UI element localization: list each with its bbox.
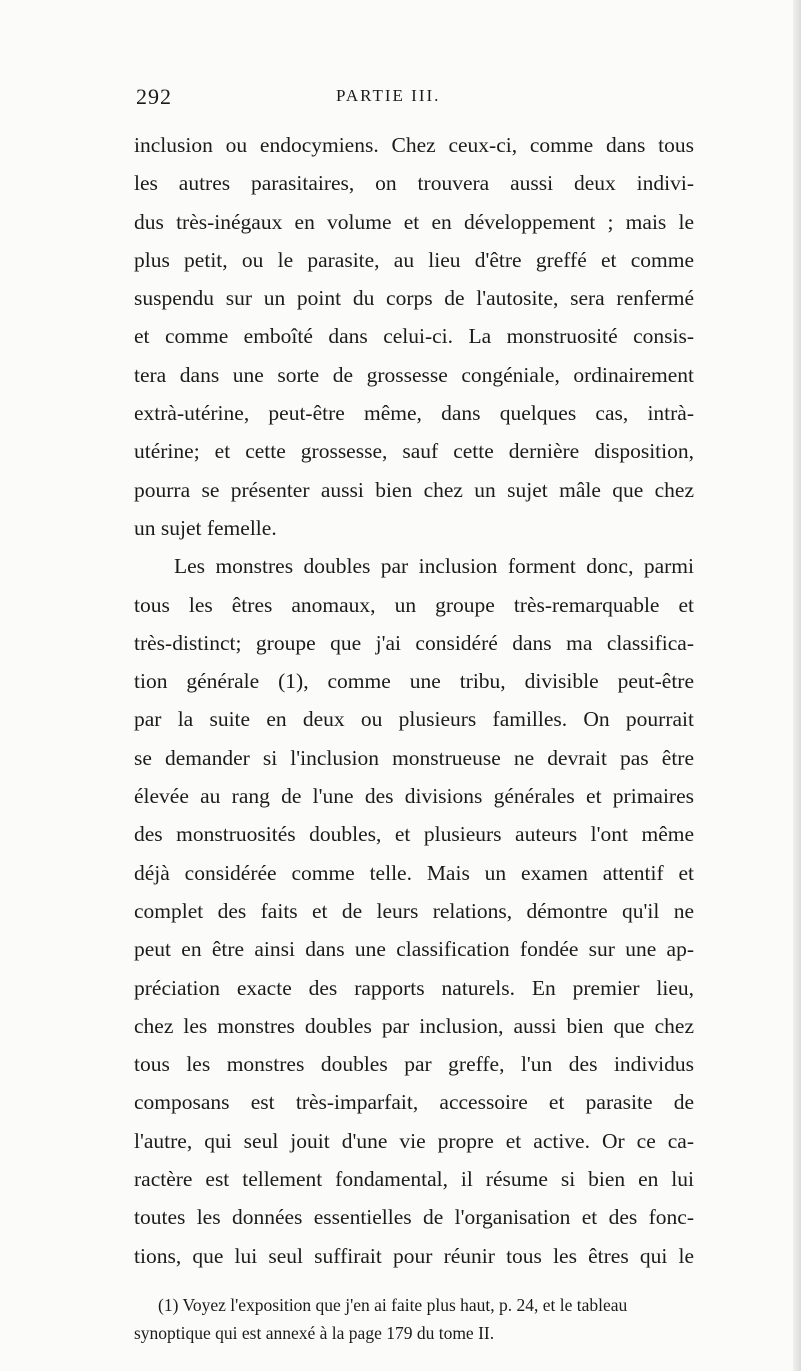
text-line: ractère est tellement fondamental, il résume si bien en lui [134,1167,694,1192]
text-line: toutes les données essentielles de l'organisation et des fonc- [134,1205,694,1230]
text-line: tous les monstres doubles par greffe, l'un des individus [134,1052,694,1077]
text-line: un sujet femelle. [134,515,277,540]
text-line: et comme emboîté dans celui-ci. La monstruosité consis- [134,324,694,349]
text-line: élevée au rang de l'une des divisions générales et primaires [134,784,694,809]
text-line: plus petit, ou le parasite, au lieu d'être greffé et comme [134,247,694,272]
text-line: déjà considérée comme telle. Mais un examen attentif et [134,860,694,885]
page-edge-shadow [793,0,801,1371]
text-line: des monstruosités doubles, et plusieurs auteurs l'ont même [134,822,694,847]
paragraph-1 [134,126,694,547]
body-text [134,126,694,1275]
text-line: les autres parasitaires, on trouvera aussi deux indivi- [134,171,694,196]
text-line: Les monstres doubles par inclusion forment donc, parmi [174,554,694,579]
footnote [134,1291,694,1347]
text-line: préciation exacte des rapports naturels. En premier lieu, [134,975,694,1000]
text-line: se demander si l'inclusion monstrueuse ne devrait pas être [134,745,694,770]
text-line: utérine; et cette grossesse, sauf cette dernière disposition, [134,439,694,464]
page-number: 292 [136,84,172,109]
text-line: tion générale (1), comme une tribu, divisible peut-être [134,669,694,694]
text-line: par la suite en deux ou plusieurs familles. On pourrait [134,707,694,732]
text-line: dus très-inégaux en volume et en développement ; mais le [134,209,694,234]
running-head: PARTIE III. [336,86,441,105]
text-line: suspendu sur un point du corps de l'autosite, sera renfermé [134,286,694,311]
text-line: composans est très-imparfait, accessoire et parasite de [134,1090,694,1115]
text-line: très-distinct; groupe que j'ai considéré dans ma classifica- [134,630,694,655]
text-line: tera dans une sorte de grossesse congéniale, ordinairement [134,362,694,387]
text-line: l'autre, qui seul jouit d'une vie propre et active. Or ce ca- [134,1128,694,1153]
footnote-line: synoptique qui est annexé à la page 179 du tome II. [134,1323,495,1343]
paragraph-2 [134,547,694,1275]
text-line: chez les monstres doubles par inclusion, aussi bien que chez [134,1013,694,1038]
text-line: pourra se présenter aussi bien chez un sujet mâle que chez [134,477,694,502]
page-header [136,84,696,112]
text-line: peut en être ainsi dans une classification fondée sur une ap- [134,937,694,962]
text-line: tions, que lui seul suffirait pour réunir tous les êtres qui le [134,1243,694,1268]
footnote-line: (1) Voyez l'exposition que j'en ai faite plus haut, p. 24, et le tableau [158,1295,628,1315]
text-line: tous les êtres anomaux, un groupe très-remarquable et [134,592,694,617]
text-line: inclusion ou endocymiens. Chez ceux-ci, comme dans tous [134,133,694,157]
text-line: complet des faits et de leurs relations, démontre qu'il ne [134,898,694,923]
text-line: extrà-utérine, peut-être même, dans quelques cas, intrà- [134,401,694,426]
